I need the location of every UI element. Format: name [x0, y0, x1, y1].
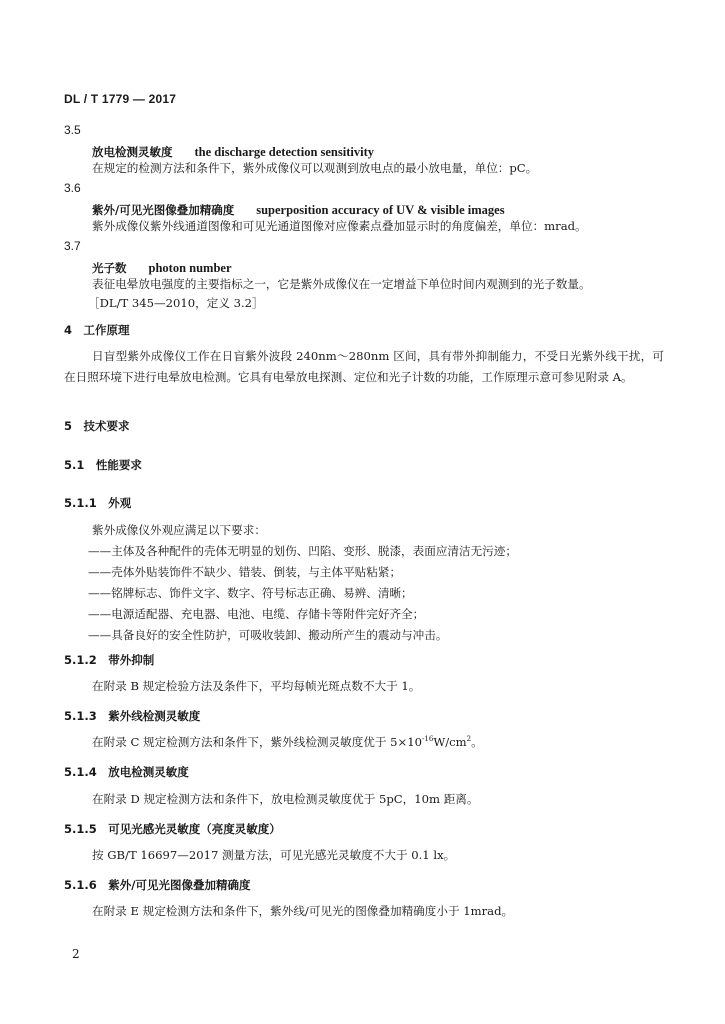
section-5-1-1-heading: 5.1.1 外观	[64, 496, 132, 510]
page-number: 2	[72, 947, 80, 961]
list-item: ——电源适配器、充电器、电池、电缆、存储卡等附件完好齐全；	[88, 607, 425, 621]
term-definition-3-5: 在规定的检测方法和条件下，紫外成像仪可以观测到放电点的最小放电量，单位：pC。	[92, 161, 538, 175]
term-title-3-5	[92, 141, 374, 160]
term-cn: 紫外/可见光图像叠加精确度	[92, 203, 235, 217]
section-5-1-3-body	[92, 734, 483, 750]
standard-header: DL / T 1779 — 2017	[64, 92, 177, 106]
section-5-1-5-heading: 5.1.5 可见光感光灵敏度（亮度灵敏度）	[64, 822, 281, 836]
section-4-heading: 4 工作原理	[64, 323, 130, 337]
section-5-1-4-body: 在附录 D 规定检测方法和条件下，放电检测灵敏度优于 5pC，10m 距离。	[92, 792, 479, 806]
term-cn: 光子数	[92, 261, 127, 275]
term-title-3-6	[92, 199, 505, 218]
list-item: ——壳体外贴装饰件不缺少、错装、倒装，与主体平贴粘紧；	[88, 565, 402, 579]
body-text: 在附录 C 规定检测方法和条件下，紫外线检测灵敏度优于 5×10	[92, 735, 423, 749]
exponent: -16	[422, 735, 434, 743]
section-5-1-heading: 5.1 性能要求	[64, 458, 142, 472]
list-item: ——铭牌标志、饰件文字、数字、符号标志正确、易辨、清晰；	[88, 586, 413, 600]
end-punct: 。	[471, 735, 483, 749]
section-4-body: 日盲型紫外成像仪工作在日盲紫外波段 240nm～280nm 区间，具有带外抑制能力，不受日光紫外线干扰，可在日照环境下进行电晕放电检测。它具有电晕放电探测、定位和光子计数的功能，工作原理示意可参见附录 A。	[64, 349, 664, 384]
term-title-3-7	[92, 257, 232, 276]
term-number-3-5: 3.5	[64, 123, 81, 137]
unit-text: W/cm	[433, 735, 467, 749]
list-item: ——主体及各种配件的壳体无明显的划伤、凹陷、变形、脱漆，表面应清洁无污迹；	[88, 544, 517, 558]
term-en: the discharge detection sensitivity	[194, 145, 374, 159]
appearance-intro: 紫外成像仪外观应满足以下要求：	[92, 523, 266, 537]
term-en: photon number	[148, 261, 232, 275]
section-5-1-2-heading: 5.1.2 带外抑制	[64, 653, 155, 667]
section-5-1-3-heading: 5.1.3 紫外线检测灵敏度	[64, 709, 201, 723]
section-5-1-6-heading: 5.1.6 紫外/可见光图像叠加精确度	[64, 878, 251, 892]
section-5-1-6-body: 在附录 E 规定检测方法和条件下，紫外线/可见光的图像叠加精确度小于 1mrad。	[92, 904, 514, 918]
exponent: 2	[466, 735, 472, 743]
term-reference-3-7: ［DL/T 345—2010，定义 3.2］	[88, 296, 264, 310]
term-definition-3-6: 紫外成像仪紫外线通道图像和可见光通道图像对应像素点叠加显示时的角度偏差，单位：mrad。	[92, 219, 587, 233]
term-definition-3-7: 表征电晕放电强度的主要指标之一，它是紫外成像仪在一定增益下单位时间内观测到的光子数量。	[92, 277, 591, 291]
section-5-1-5-body: 按 GB/T 16697—2017 测量方法，可见光感光灵敏度不大于 0.1 lx。	[92, 848, 456, 862]
term-number-3-7: 3.7	[64, 239, 81, 253]
section-5-1-4-heading: 5.1.4 放电检测灵敏度	[64, 765, 189, 779]
section-5-heading: 5 技术要求	[64, 419, 130, 433]
term-number-3-6: 3.6	[64, 181, 81, 195]
list-item: ——具备良好的安全性防护，可吸收装卸、搬动所产生的震动与冲击。	[88, 628, 448, 642]
term-cn: 放电检测灵敏度	[92, 145, 173, 159]
section-5-1-2-body: 在附录 B 规定检验方法及条件下，平均每帧光斑点数不大于 1。	[92, 679, 421, 693]
term-en: superposition accuracy of UV & visible images	[256, 203, 505, 217]
